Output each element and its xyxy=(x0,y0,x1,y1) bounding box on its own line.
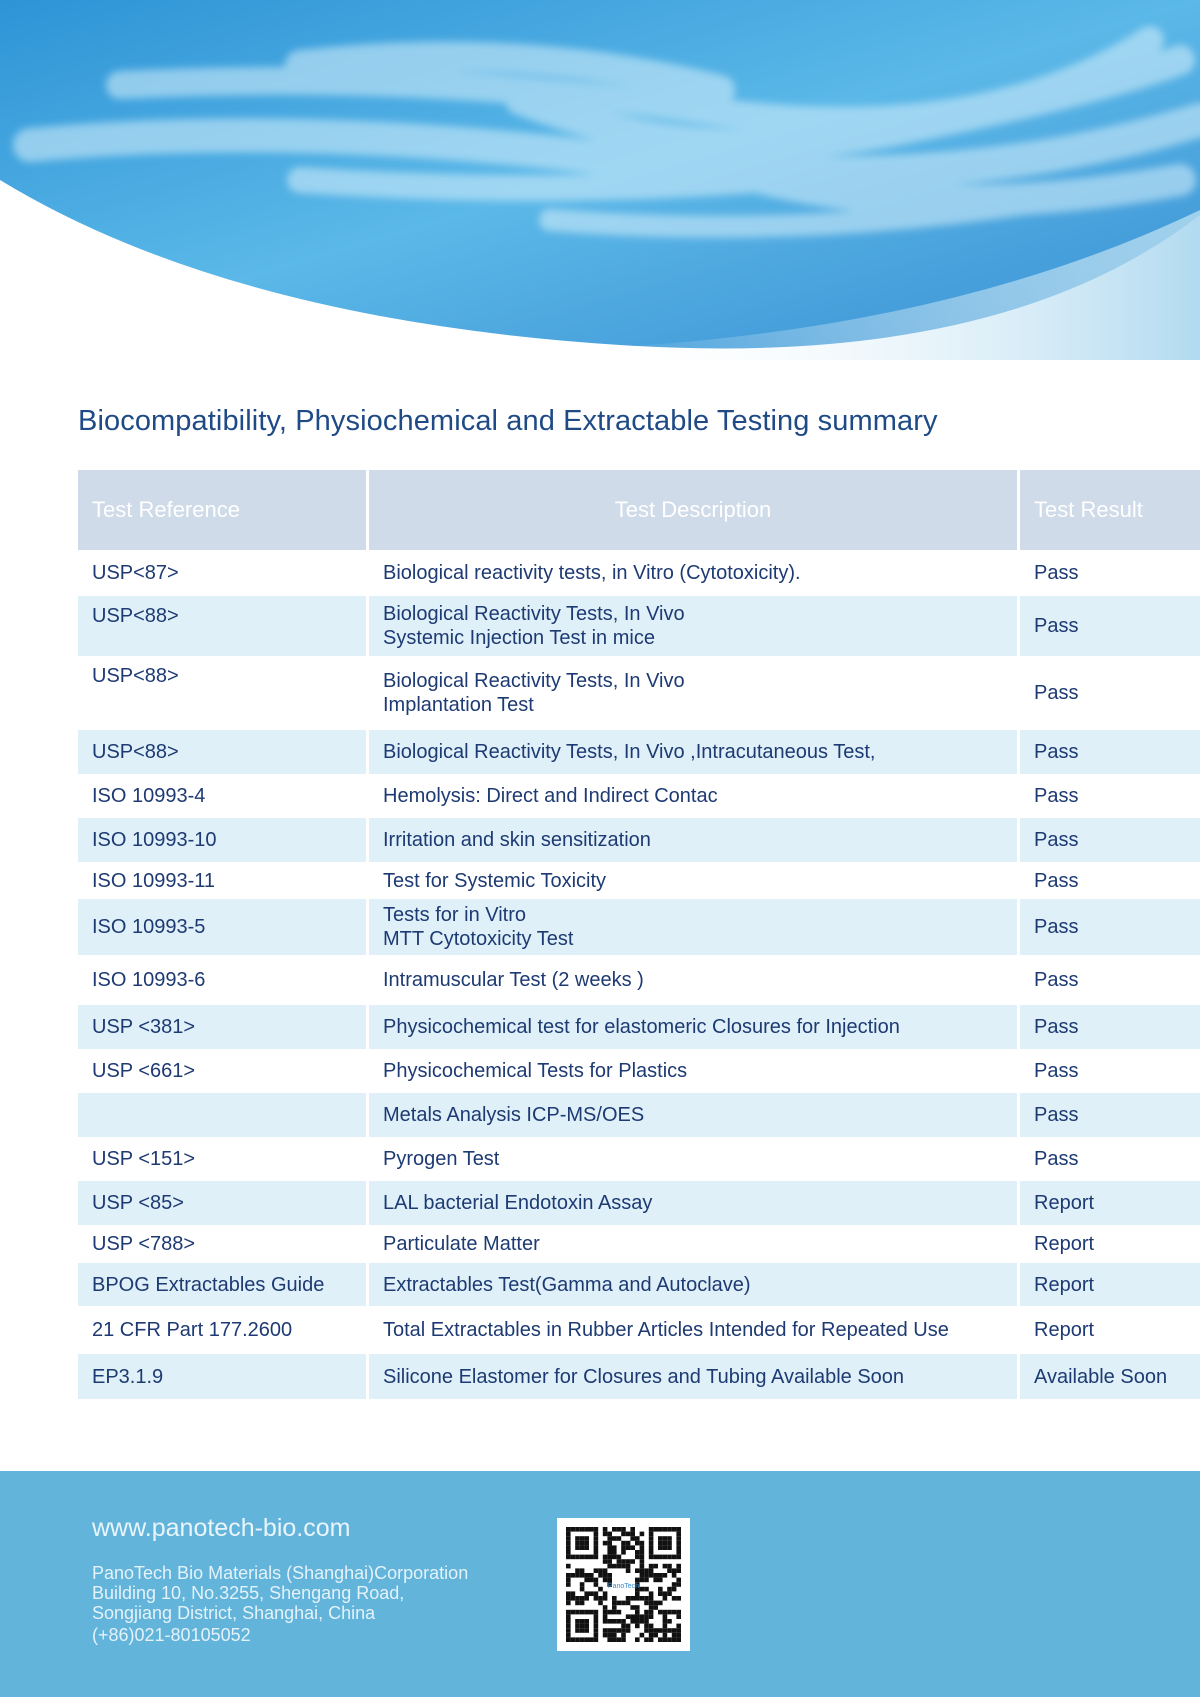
cell-test-reference: BPOG Extractables Guide xyxy=(78,1263,368,1306)
company-address xyxy=(92,1563,468,1645)
table-row xyxy=(78,1049,1200,1093)
cell-test-description xyxy=(368,818,1019,862)
cell-test-description xyxy=(368,1354,1019,1399)
table-row xyxy=(78,818,1200,862)
cell-test-description xyxy=(368,656,1019,730)
page-title: Biocompatibility, Physiochemical and Extractable Testing summary xyxy=(78,405,938,437)
qr-logo-text: PanoTech xyxy=(607,1583,640,1590)
description-line: Intramuscular Test (2 weeks ) xyxy=(383,969,644,991)
description-line: LAL bacterial Endotoxin Assay xyxy=(383,1192,653,1214)
cell-test-description xyxy=(368,1137,1019,1181)
cell-test-reference xyxy=(78,1093,368,1137)
table-row xyxy=(78,1225,1200,1263)
cell-test-result: Report xyxy=(1034,1319,1095,1341)
cell-test-description xyxy=(368,774,1019,818)
table-header-row xyxy=(78,470,1200,550)
cell-test-result: Report xyxy=(1019,1263,1200,1306)
table-row xyxy=(78,1137,1200,1181)
cell-test-reference: 21 CFR Part 177.2600 xyxy=(78,1306,368,1354)
cell-test-description xyxy=(368,1181,1019,1225)
phone-number: (+86)021-80105052 xyxy=(92,1625,251,1645)
cell-test-description xyxy=(368,955,1019,1005)
description-line: Tests for in Vitro xyxy=(383,904,527,926)
cell-test-result: Pass xyxy=(1034,785,1079,807)
cell-test-description xyxy=(368,862,1019,899)
table-row xyxy=(78,596,1200,656)
description-line: Physicochemical test for elastomeric Closures for Injection xyxy=(383,1016,900,1038)
cell-test-result: Pass xyxy=(1034,1060,1079,1082)
cell-test-description xyxy=(368,1005,1019,1049)
description-line: Metals Analysis ICP-MS/OES xyxy=(383,1104,645,1126)
header-test-reference: Test Reference xyxy=(78,470,368,550)
cell-test-description xyxy=(368,1263,1019,1306)
cell-test-reference: USP <381> xyxy=(78,1005,368,1049)
cell-test-reference: ISO 10993-6 xyxy=(78,955,368,1005)
cell-test-reference: ISO 10993-4 xyxy=(78,774,368,818)
description-line: Physicochemical Tests for Plastics xyxy=(383,1060,688,1082)
description-line: Hemolysis: Direct and Indirect Contac xyxy=(383,785,718,807)
cell-test-reference: ISO 10993-10 xyxy=(78,818,368,862)
cell-test-description xyxy=(368,1049,1019,1093)
cell-test-reference: USP <661> xyxy=(78,1049,368,1093)
cell-test-result: Pass xyxy=(1034,969,1079,991)
website-link[interactable]: www.panotech-bio.com xyxy=(92,1514,351,1542)
company-line: Building 10, No.3255, Shengang Road, xyxy=(92,1583,405,1603)
description-line: Extractables Test(Gamma and Autoclave) xyxy=(383,1273,751,1296)
cell-test-description xyxy=(368,596,1019,656)
cell-test-result: Pass xyxy=(1019,596,1200,656)
cell-test-reference: USP <85> xyxy=(78,1181,368,1225)
cell-test-reference: USP<88> xyxy=(78,596,368,656)
cell-test-result: Pass xyxy=(1034,562,1079,584)
cell-test-result: Pass xyxy=(1019,1005,1200,1049)
cell-test-result: Pass xyxy=(1034,682,1079,704)
cell-test-description xyxy=(368,1093,1019,1137)
table-row xyxy=(78,550,1200,596)
description-line: Systemic Injection Test in mice xyxy=(383,627,655,649)
table-row xyxy=(78,1181,1200,1225)
cell-test-reference: USP <151> xyxy=(78,1137,368,1181)
cell-test-reference: USP<88> xyxy=(78,656,368,730)
description-line: Test for Systemic Toxicity xyxy=(383,869,607,892)
description-line: Particulate Matter xyxy=(383,1233,540,1255)
table-row xyxy=(78,899,1200,955)
description-line: Biological Reactivity Tests, In Vivo xyxy=(383,670,685,692)
description-line: Total Extractables in Rubber Articles Intended for Repeated Use xyxy=(383,1319,949,1341)
table-row xyxy=(78,1263,1200,1306)
description-line: Irritation and skin sensitization xyxy=(383,829,651,851)
table-row xyxy=(78,1005,1200,1049)
test-summary-table-container xyxy=(78,470,1168,1399)
table-row xyxy=(78,656,1200,730)
footer xyxy=(0,1471,1200,1697)
description-line: Implantation Test xyxy=(383,694,534,716)
cell-test-reference: ISO 10993-11 xyxy=(78,862,368,899)
table-row xyxy=(78,1093,1200,1137)
cell-test-reference: EP3.1.9 xyxy=(78,1354,368,1399)
qr-code xyxy=(557,1518,690,1651)
cell-test-result: Report xyxy=(1034,1233,1095,1255)
table-row xyxy=(78,774,1200,818)
cell-test-reference: USP<87> xyxy=(78,550,368,596)
table-row xyxy=(78,1306,1200,1354)
cell-test-description xyxy=(368,1306,1019,1354)
description-line: Pyrogen Test xyxy=(383,1148,500,1170)
hero-banner xyxy=(0,0,1200,360)
description-line: Biological reactivity tests, in Vitro (Cytotoxicity). xyxy=(383,562,801,584)
cell-test-reference: USP<88> xyxy=(78,730,368,774)
cell-test-result: Report xyxy=(1019,1181,1200,1225)
cell-test-description xyxy=(368,899,1019,955)
header-test-result: Test Result xyxy=(1019,470,1200,550)
description-line: MTT Cytotoxicity Test xyxy=(383,928,574,950)
description-line: Biological Reactivity Tests, In Vivo xyxy=(383,603,685,625)
cell-test-description xyxy=(368,1225,1019,1263)
cell-test-reference: USP <788> xyxy=(78,1225,368,1263)
description-line: Biological Reactivity Tests, In Vivo ,Intracutaneous Test, xyxy=(383,741,876,763)
cell-test-description xyxy=(368,730,1019,774)
company-line: Songjiang District, Shanghai, China xyxy=(92,1603,376,1623)
company-line: PanoTech Bio Materials (Shanghai)Corporation xyxy=(92,1563,469,1583)
cell-test-result: Pass xyxy=(1019,818,1200,862)
cell-test-result: Pass xyxy=(1034,1148,1079,1170)
table-body xyxy=(78,550,1200,1399)
cell-test-result: Pass xyxy=(1019,730,1200,774)
cell-test-result: Pass xyxy=(1034,869,1079,892)
cell-test-description xyxy=(368,550,1019,596)
table-row xyxy=(78,730,1200,774)
header-test-description: Test Description xyxy=(368,470,1019,550)
table-row xyxy=(78,862,1200,899)
description-line: Silicone Elastomer for Closures and Tubing Available Soon xyxy=(383,1365,905,1388)
table-row xyxy=(78,1354,1200,1399)
cell-test-reference: ISO 10993-5 xyxy=(78,899,368,955)
cell-test-result: Pass xyxy=(1019,899,1200,955)
test-summary-table xyxy=(78,470,1200,1399)
cell-test-result: Pass xyxy=(1019,1093,1200,1137)
cell-test-result: Available Soon xyxy=(1019,1354,1200,1399)
table-row xyxy=(78,955,1200,1005)
